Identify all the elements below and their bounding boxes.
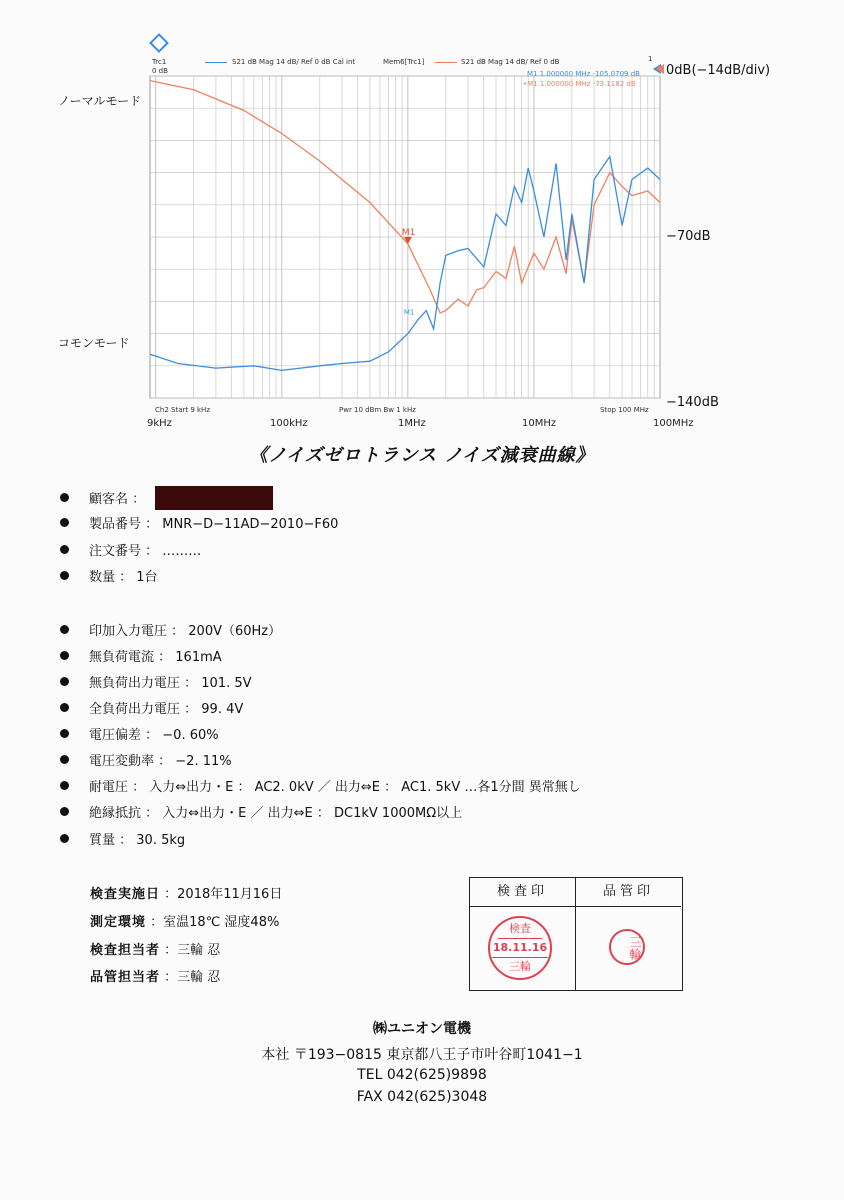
document-title: 《ノイズゼロトランス ノイズ減衰曲線》: [249, 445, 595, 466]
spec-row: [60, 672, 252, 691]
bullet-icon: [60, 703, 69, 712]
stamp-date-text: 18.11.16: [492, 939, 548, 958]
trace1-label: S21 dB Mag 14 dB/ Ref 0 dB Cal int: [232, 58, 356, 66]
spec-colon: ：: [167, 624, 189, 639]
company-fax: FAX 042(625)3048: [356, 1089, 488, 1105]
spec-row: [60, 750, 232, 769]
stop-freq-label: Stop 100 MHz: [600, 406, 649, 414]
spec-label: 全負荷出力電圧: [89, 702, 181, 717]
spec-label: 製品番号: [89, 517, 142, 532]
marker-m1-normal-label: M1: [401, 227, 416, 238]
trace2-label: S21 dB Mag 14 dB/ Ref 0 dB: [461, 58, 560, 66]
stamp-top-text: 検査: [498, 920, 542, 939]
inspection-value: 三輪 忍: [177, 943, 221, 958]
company-tel: TEL 042(625)9898: [357, 1067, 487, 1083]
power-bw-label: Pwr 10 dBm Bw 1 kHz: [339, 406, 416, 414]
x-tick-1mhz: 1MHz: [398, 418, 426, 429]
x-tick-10mhz: 10MHz: [522, 418, 557, 429]
inspection-colon: ：: [160, 943, 178, 958]
marker-m1-common-label: M1: [403, 308, 415, 317]
spec-value: −2. 11%: [175, 754, 232, 769]
memory-trace-label: Mem6[Trc1]: [383, 58, 425, 66]
inspection-stamp-header: 検査印: [470, 878, 575, 907]
spec-row: [60, 486, 273, 510]
spec-value: 入力⇔出力・E ： AC2. 0kV ／ 出力⇔E ： AC1. 5kV …各1分間 異常無し: [149, 780, 581, 795]
bullet-icon: [60, 545, 69, 554]
spec-colon: ：: [154, 650, 176, 665]
legend-blue-swatch: [205, 62, 227, 63]
spec-label: 注文番号: [89, 544, 142, 559]
inspection-label: 検査実施日: [90, 887, 161, 902]
inspection-row: [90, 966, 220, 985]
spec-row: [60, 540, 201, 559]
bullet-icon: [60, 729, 69, 738]
start-freq-label: Ch2 Start 9 kHz: [155, 406, 210, 414]
legend-red-swatch: [435, 62, 457, 63]
spec-colon: ：: [141, 728, 163, 743]
inspection-label: 検査担当者: [90, 943, 161, 958]
spec-value: 200V（60Hz）: [188, 624, 282, 639]
spec-value: 161mA: [175, 650, 222, 665]
spec-colon: ：: [141, 806, 163, 821]
spec-label: 電圧変動率: [89, 754, 155, 769]
inspection-colon: ：: [160, 970, 178, 985]
spec-label: 絶縁抵抗: [89, 806, 142, 821]
bullet-icon: [60, 571, 69, 580]
spec-row: [60, 566, 158, 585]
spec-row: [60, 698, 243, 717]
ref-level-label: 0 dB: [152, 67, 168, 75]
bullet-icon: [60, 834, 69, 843]
inspection-row: [90, 939, 220, 958]
spec-label: 顧客名: [89, 492, 129, 507]
spec-label: 耐電圧: [89, 780, 129, 795]
y-annotation-0db: 0dB(−14dB/div): [666, 63, 771, 78]
bullet-icon: [60, 625, 69, 634]
spec-row: [60, 776, 581, 795]
inspection-label: 測定環境: [90, 915, 147, 930]
qa-stamp-cell: [576, 878, 681, 990]
spec-colon: ：: [154, 754, 176, 769]
spec-value: 30. 5kg: [136, 833, 186, 848]
spec-colon: ：: [180, 702, 202, 717]
y-annotation-70db: −70dB: [666, 229, 711, 244]
spec-colon: ：: [128, 492, 150, 507]
bullet-icon: [60, 781, 69, 790]
spec-colon: ：: [115, 833, 137, 848]
inspection-stamp-cell: [470, 878, 576, 990]
qa-stamp-header: 品管印: [576, 878, 681, 907]
marker-readout-red: •M1 1.000000 MHz -73.1182 dB: [523, 80, 636, 88]
inspection-label: 品管担当者: [90, 970, 161, 985]
bullet-icon: [60, 493, 69, 502]
inspection-colon: ：: [160, 887, 178, 902]
x-tick-100khz: 100kHz: [270, 418, 308, 429]
spec-value: 99. 4V: [201, 702, 244, 717]
spec-row: [60, 829, 185, 848]
marker-readout-blue: M1 1.000000 MHz -105.0709 dB: [527, 70, 640, 78]
bullet-icon: [60, 518, 69, 527]
qa-seal-stamp: 三輪: [609, 929, 645, 965]
normal-mode-label: ノーマルモード: [58, 94, 142, 108]
spec-value: −0. 60%: [162, 728, 219, 743]
bullet-icon: [60, 651, 69, 660]
spec-row: [60, 724, 219, 743]
spec-colon: ：: [128, 780, 150, 795]
spec-label: 無負荷電流: [89, 650, 155, 665]
spec-value: MNR−D−11AD−2010−F60: [162, 517, 339, 532]
trace-id: Trc1: [152, 58, 167, 66]
stamp-bottom-text: 三輪: [509, 960, 531, 973]
inspection-colon: ：: [146, 915, 164, 930]
x-tick-9khz: 9kHz: [147, 418, 172, 429]
attenuation-chart: [0, 0, 844, 440]
common-mode-label: コモンモード: [58, 336, 130, 350]
spec-colon: ：: [180, 676, 202, 691]
bullet-icon: [60, 677, 69, 686]
spec-row: [60, 513, 338, 532]
spec-row: [60, 802, 462, 821]
y-annotation-140db: −140dB: [666, 395, 719, 410]
spec-label: 無負荷出力電圧: [89, 676, 181, 691]
inspection-row: [90, 911, 279, 930]
inspection-value: 室温18℃ 湿度48%: [163, 915, 280, 930]
spec-value: 1台: [136, 570, 158, 585]
company-name: ㈱ユニオン電機: [373, 1021, 471, 1037]
spec-value: ………: [162, 544, 202, 559]
stamp-table: [469, 877, 683, 991]
inspection-date-stamp: [488, 916, 552, 980]
redacted-customer-name: [155, 486, 273, 510]
bullet-icon: [60, 755, 69, 764]
inspection-row: [90, 883, 282, 902]
spec-label: 印加入力電圧: [89, 624, 168, 639]
ref-arrow-red-icon: [656, 64, 664, 74]
inspection-value: 2018年11月16日: [177, 887, 283, 902]
spec-row: [60, 646, 222, 665]
spec-colon: ：: [115, 570, 137, 585]
company-address: 本社 〒193−0815 東京都八王子市叶谷町1041−1: [261, 1047, 583, 1063]
marker-index: 1: [648, 55, 653, 63]
spec-value: 101. 5V: [201, 676, 252, 691]
spec-value: 入力⇔出力・E ／ 出力⇔E ： DC1kV 1000MΩ以上: [162, 806, 463, 821]
spec-row: [60, 620, 281, 639]
spec-label: 数量: [89, 570, 116, 585]
spec-label: 電圧偏差: [89, 728, 142, 743]
spec-colon: ：: [141, 544, 163, 559]
spec-colon: ：: [141, 517, 163, 532]
inspection-value: 三輪 忍: [177, 970, 221, 985]
spec-label: 質量: [89, 833, 116, 848]
bullet-icon: [60, 807, 69, 816]
x-tick-100mhz: 100MHz: [653, 418, 694, 429]
